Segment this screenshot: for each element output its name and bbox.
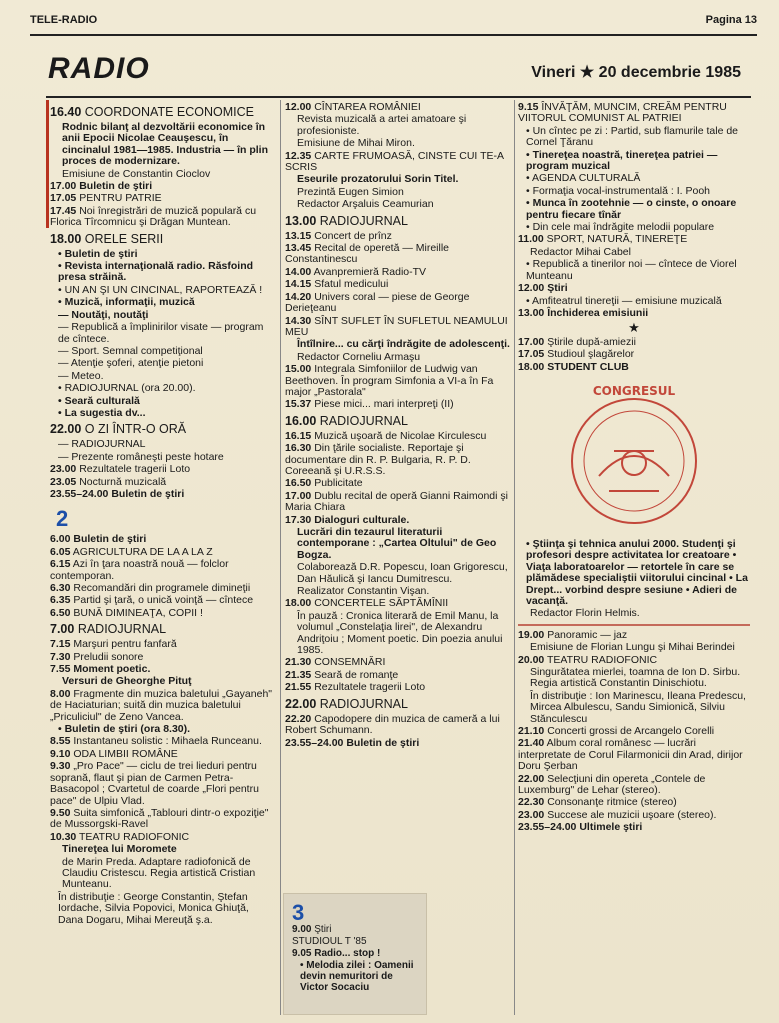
program-3-marker: 3 xyxy=(292,900,305,925)
program-entry xyxy=(518,337,750,348)
entry-time: 6.30 xyxy=(50,582,71,594)
section-label: TELE-RADIO xyxy=(30,14,98,26)
entry-detail: Redactor Mihai Cabel xyxy=(530,245,631,258)
entry-time: 12.35 xyxy=(285,149,312,162)
program-entry xyxy=(285,431,511,442)
entry-title: CARTE FRUMOASĂ, CINSTE CUI TE-A SCRIS xyxy=(285,149,504,174)
program-entry xyxy=(285,292,511,315)
entry-time: 13.00 xyxy=(285,213,317,228)
entry-time: 10.30 xyxy=(50,830,77,843)
entry-title: CÎNTAREA ROMÂNIEI xyxy=(311,101,421,113)
entry-detail: — RADIOJURNAL xyxy=(50,439,276,450)
entry-time: 21.40 xyxy=(518,737,545,750)
program-entry xyxy=(285,214,511,229)
entry-detail: — Meteo. xyxy=(50,371,276,382)
program-entry xyxy=(285,657,511,668)
entry-detail: • Ştiinţa şi tehnica anului 2000. Studenţi şi profesori despre activitatea lor creatoare • Viaţa laboratoarelor — retortele în care se plămădese specialiştii viitorului cincinal • La Drept... vorbind despre sesiune • Adieri de vacanţă. xyxy=(518,539,750,607)
program-1-afternoon-listing xyxy=(285,102,511,749)
entry-title: Nocturnă muzicală xyxy=(76,475,167,488)
entry-detail: Lucrări din tezaurul literaturii contemporane : „Cartea Oltului" de Geo Bogza. xyxy=(297,526,497,561)
program-entry xyxy=(50,652,276,663)
entry-time: 9.05 xyxy=(292,948,312,959)
entry-title: Dublu recital de operă Gianni Raimondi şi Maria Chiara xyxy=(285,489,508,514)
entry-time: 13.45 xyxy=(285,242,312,255)
page-header xyxy=(30,14,757,32)
entry-title: Studioul şlagărelor xyxy=(544,348,635,361)
entry-time: 6.35 xyxy=(50,594,71,607)
entry-title: Rezultatele tragerii Loto xyxy=(76,463,191,476)
entry-time: 12.00 xyxy=(518,282,545,295)
entry-time: 22.00 xyxy=(518,772,545,785)
entry-time: 22.30 xyxy=(518,796,545,809)
entry-detail: • Revista internaţională radio. Răsfoind presa străină. xyxy=(50,261,276,284)
entry-time: 16.15 xyxy=(285,429,312,442)
congress-seal xyxy=(559,381,709,531)
program-entry xyxy=(518,102,750,125)
program-entry xyxy=(50,736,276,747)
program-entry xyxy=(518,349,750,360)
entry-time: 17.45 xyxy=(50,204,77,217)
entry-time: 12.00 xyxy=(285,101,312,113)
entry-detail: • AGENDA CULTURALĂ xyxy=(518,173,750,184)
entry-title: TEATRU RADIOFONIC xyxy=(76,830,190,843)
entry-title: Moment poetic. xyxy=(70,663,151,676)
page-number: Pagina 13 xyxy=(705,14,757,26)
entry-detail: • Muzică, informaţii, muzică xyxy=(50,297,276,308)
red-divider xyxy=(518,624,750,626)
entry-time: 16.00 xyxy=(285,413,317,428)
entry-time: 17.05 xyxy=(518,348,545,361)
entry-time: 14.15 xyxy=(285,278,312,291)
program-3-listing xyxy=(292,924,420,994)
entry-detail: Emisiune de Mihai Miron. xyxy=(297,137,415,150)
program-entry xyxy=(50,595,276,606)
dateline: Vineri ★ 20 decembrie 1985 xyxy=(531,64,741,81)
entry-detail: • Republică a tinerilor noi — cîntece de Viorel Munteanu xyxy=(518,259,750,282)
entry-time: 21.10 xyxy=(518,725,545,738)
entry-title: Ştirile după-amiezii xyxy=(544,335,636,348)
entry-time: 22.00 xyxy=(50,422,82,437)
program-entry xyxy=(285,231,511,242)
entry-time: 22.00 xyxy=(285,696,317,711)
program-entry xyxy=(285,151,511,174)
entry-title: PENTRU PATRIE xyxy=(76,192,162,205)
entry-detail: • UN AN ŞI UN CINCINAL, RAPORTEAZĂ ! xyxy=(50,285,276,296)
entry-detail: • Melodia zilei : Oamenii devin nemuritori de Victor Socaciu xyxy=(292,960,420,993)
program-entry xyxy=(518,655,750,666)
title-rule xyxy=(46,96,751,98)
entry-detail: • Buletin de ştiri xyxy=(50,249,276,260)
entry-time: 9.30 xyxy=(50,760,71,773)
entry-time: 16.50 xyxy=(285,477,312,490)
entry-time: 9.15 xyxy=(518,101,539,113)
entry-title: Recital de operetă — Mireille Constantinescu xyxy=(285,242,450,266)
entry-title: „Pro Pace" — ciclu de trei lieduri pentru soprană, flaut şi pian de Carmen Petra-Basacopol ; Cvartetul de coarde „Flori pentru pace" de Ulpiu Vlad. xyxy=(50,760,259,807)
header-rule xyxy=(30,34,757,36)
entry-time: 13.15 xyxy=(285,229,312,242)
entry-time: 17.00 xyxy=(50,180,77,193)
entry-time: 18.00 xyxy=(518,360,545,373)
program-entry xyxy=(285,491,511,514)
entry-title: Închiderea emisiunii xyxy=(544,306,649,319)
program-entry xyxy=(518,234,750,245)
entry-time: 17.30 xyxy=(285,513,312,526)
program-entry xyxy=(518,283,750,294)
entry-time: 23.55–24.00 xyxy=(285,736,344,749)
program-entry xyxy=(50,622,276,637)
program-entry xyxy=(518,308,750,319)
entry-title: RADIOJURNAL xyxy=(316,213,408,228)
entry-detail: de Marin Preda. Adaptare radiofonică de Claudiu Cristescu. Regia artistică Cristian Munteanu. xyxy=(62,855,256,891)
entry-title: ORELE SERII xyxy=(81,231,164,246)
entry-time: 21.30 xyxy=(285,656,312,669)
program-entry xyxy=(50,832,276,843)
entry-title: CONSEMNĂRI xyxy=(311,656,386,669)
entry-title: Album coral românesc — lucrări interpretate de Corul Filarmonicii din Arad, dirijor Doru Şerban xyxy=(518,737,743,773)
entry-title: Muzică uşoară de Nicolae Kirculescu xyxy=(311,429,487,442)
entry-detail: Rodnic bilanţ al dezvoltării economice în anii Epocii Nicolae Ceauşescu, în cincinalul 1981—1985. Industria — în plin proces de modernizare. xyxy=(62,121,268,168)
program-entry xyxy=(518,362,750,373)
entry-time: 23.55–24.00 xyxy=(518,821,577,834)
program-entry xyxy=(50,559,276,582)
program-2-marker: 2 xyxy=(56,506,69,532)
entry-time: 15.37 xyxy=(285,398,312,411)
entry-detail: • Seară culturală xyxy=(50,396,276,407)
entry-time: 8.55 xyxy=(50,735,71,748)
entry-title: Seară de romanţe xyxy=(311,668,399,681)
entry-time: 6.50 xyxy=(50,606,71,619)
entry-detail: Redactor Corneliu Armaşu xyxy=(297,350,421,363)
entry-title: COORDONATE ECONOMICE xyxy=(81,105,254,119)
program-entry xyxy=(50,464,276,475)
entry-time: 23.00 xyxy=(50,463,77,476)
program-entry xyxy=(518,726,750,737)
entry-detail: — Republică a împlinirilor visate — program de cîntece. xyxy=(50,322,276,345)
program-entry xyxy=(50,181,276,192)
entry-time: 14.20 xyxy=(285,290,312,303)
program-entry xyxy=(285,279,511,290)
entry-title: Radio... stop ! xyxy=(311,948,381,959)
entry-time: 7.30 xyxy=(50,650,71,663)
entry-title: ODA LIMBII ROMÂNE xyxy=(70,747,178,760)
program-entry xyxy=(50,639,276,650)
entry-time: 7.00 xyxy=(50,622,75,637)
entry-title: Univers coral — piese de George Derieţeanu xyxy=(285,290,470,315)
entry-detail: Emisiune de Florian Lungu şi Mihai Berindei xyxy=(530,641,735,654)
entry-time: 11.00 xyxy=(518,233,544,246)
entry-detail: • Amfiteatrul tinereţii — emisiune muzicală xyxy=(518,296,750,307)
entry-time: 9.10 xyxy=(50,747,71,760)
entry-detail: Întîlnire... cu cărţi îndrăgite de adolescenţi. xyxy=(297,338,510,351)
program-entry xyxy=(50,749,276,760)
entry-time: 15.00 xyxy=(285,363,312,376)
program-entry xyxy=(50,534,276,545)
entry-detail: • Din cele mai îndrăgite melodii populare xyxy=(518,222,750,233)
program-entry xyxy=(50,808,276,831)
program-entry xyxy=(285,243,511,266)
entry-detail: • La sugestia dv... xyxy=(50,408,276,419)
entry-detail: — Prezente româneşti peste hotare xyxy=(50,452,276,463)
program-entry xyxy=(285,697,511,712)
entry-title: Ştiri xyxy=(311,924,332,935)
entry-detail: • Tinereţea noastră, tinereţea patriei — program muzical xyxy=(518,150,750,173)
program-entry xyxy=(50,206,276,229)
program-entry xyxy=(518,797,750,808)
entry-detail: Colaborează D.R. Popescu, Ioan Grigorescu, Dan Hăulică şi Iancu Dumitrescu. xyxy=(297,561,508,585)
program-entry xyxy=(50,105,276,120)
seal-lettering: CONGRESUL xyxy=(592,383,676,398)
program-entry xyxy=(285,443,511,477)
entry-time: 9.00 xyxy=(292,924,312,935)
entry-time: 23.00 xyxy=(518,808,545,821)
program-3-photo xyxy=(283,893,427,1015)
entry-detail: • RADIOJURNAL (ora 20.00). xyxy=(50,383,276,394)
program-entry xyxy=(285,478,511,489)
entry-title: Concert de prînz xyxy=(311,229,392,242)
entry-detail: — Noutăţi, noutăţi xyxy=(50,310,276,321)
program-entry xyxy=(50,664,276,675)
program-entry xyxy=(50,489,276,500)
entry-title: ÎNVĂŢĂM, MUNCIM, CREĂM PENTRU VIITORUL COMUNIST AL PATRIEI xyxy=(518,101,727,125)
entry-detail: Redactor Arşaluis Ceamurian xyxy=(297,198,434,211)
program-entry xyxy=(285,364,511,398)
entry-time: 7.55 xyxy=(50,663,71,676)
entry-title: AGRICULTURA DE LA A LA Z xyxy=(70,545,213,558)
entry-title: Ştiri xyxy=(544,282,568,295)
entry-title: SPORT, NATURĂ, TINEREŢE xyxy=(543,233,688,246)
program-entry xyxy=(50,193,276,204)
entry-title: Buletin de ştiri xyxy=(108,487,185,500)
entry-title: Fragmente din muzica baletului „Gayaneh" de Haciaturian; suită din muzica baletului „Priculiciul" de Zeno Vancea. xyxy=(50,687,273,723)
star-separator: ★ xyxy=(628,320,640,336)
entry-time: 14.30 xyxy=(285,314,312,327)
entry-time: 23.55–24.00 xyxy=(50,487,109,500)
program-entry xyxy=(518,738,750,772)
program-entry xyxy=(50,422,276,437)
entry-title: Consonanţe ritmice (stereo) xyxy=(544,796,677,809)
entry-title: Recomandări din programele dimineţii xyxy=(70,582,251,594)
program-entry xyxy=(50,608,276,619)
entry-title: Partid şi ţară, o unică voinţă — cîntece xyxy=(70,594,254,607)
entry-time: 21.55 xyxy=(285,681,312,694)
entry-title: Buletin de ştiri xyxy=(76,180,153,193)
entry-title: Sfatul medicului xyxy=(311,278,389,291)
entry-title: Integrala Simfoniilor de Ludwig van Beethoven. În program Simfonia a VI-a în Fa major „Pastorala" xyxy=(285,363,494,398)
entry-detail: Realizator Constantin Vişan. xyxy=(297,585,430,598)
entry-title: RADIOJURNAL xyxy=(316,413,408,428)
column-program-3 xyxy=(518,102,750,835)
entry-title: BUNĂ DIMINEAŢA, COPII ! xyxy=(70,606,203,619)
entry-title: Noi înregistrări de muzică populară cu Florica Tîrcomnicu şi Drăgan Muntean. xyxy=(50,204,257,229)
entry-title: Succese ale muzicii uşoare (stereo). xyxy=(544,808,717,821)
program-entry xyxy=(50,477,276,488)
entry-title: Ultimele ştiri xyxy=(576,821,643,834)
entry-title: Preludii sonore xyxy=(70,650,144,663)
program-entry xyxy=(285,598,511,609)
entry-title: CONCERTELE SĂPTĂMÎNII xyxy=(311,597,449,610)
entry-title: Rezultatele tragerii Loto xyxy=(311,681,426,694)
entry-title: Instantaneu solistic : Mihaela Runceanu. xyxy=(70,735,262,748)
red-accent-bar xyxy=(46,100,49,228)
entry-detail: STUDIOUL T '85 xyxy=(292,936,367,947)
entry-detail: — Sport. Semnal competiţional xyxy=(50,346,276,357)
program-entry xyxy=(50,761,276,807)
entry-time: 17.00 xyxy=(518,335,545,348)
entry-title: Marşuri pentru fanfară xyxy=(70,638,177,651)
program-3-listing-cont xyxy=(518,102,750,834)
program-entry xyxy=(292,948,420,959)
entry-detail: Prezintă Eugen Simion xyxy=(297,185,404,198)
column-divider-1 xyxy=(280,100,281,1015)
program-entry xyxy=(285,399,511,410)
program-entry xyxy=(518,774,750,797)
program-2-listing xyxy=(50,534,276,926)
program-entry xyxy=(285,515,511,526)
entry-time: 6.05 xyxy=(50,545,71,558)
entry-detail: Eseurile prozatorului Sorin Titel. xyxy=(297,173,459,186)
entry-title: RADIOJURNAL xyxy=(74,622,167,637)
entry-time: 21.35 xyxy=(285,668,312,681)
program-entry xyxy=(518,630,750,641)
entry-time: 16.30 xyxy=(285,442,312,455)
page-title: RADIO xyxy=(48,52,150,85)
entry-title: Selecţiuni din opereta „Contele de Luxemburg" de Lehar (stereo). xyxy=(518,772,706,797)
entry-title: Suita simfonică „Tablouri dintr-o expoziţie" de Mussorgski-Ravel xyxy=(50,806,269,831)
program-entry xyxy=(285,738,511,749)
entry-time: 22.20 xyxy=(285,712,312,725)
entry-detail: • Formaţia vocal-instrumentală : I. Pooh xyxy=(518,186,750,197)
entry-time: 8.00 xyxy=(50,687,71,700)
program-entry xyxy=(50,547,276,558)
entry-time: 6.15 xyxy=(50,558,71,571)
entry-title: Panoramic — jaz xyxy=(544,628,628,641)
entry-title: TEATRU RADIOFONIC xyxy=(544,653,658,666)
entry-title: O ZI ÎNTR-O ORĂ xyxy=(81,422,187,437)
entry-time: 19.00 xyxy=(518,628,545,641)
program-entry xyxy=(518,822,750,833)
entry-title: Buletin de ştiri xyxy=(343,736,420,749)
program-entry xyxy=(285,670,511,681)
entry-time: 17.00 xyxy=(285,489,312,502)
program-entry xyxy=(50,689,276,723)
entry-time: 23.05 xyxy=(50,475,77,488)
entry-title: STUDENT CLUB xyxy=(544,360,629,373)
entry-time: 18.00 xyxy=(285,597,312,610)
entry-time: 20.00 xyxy=(518,653,545,666)
program-entry xyxy=(50,583,276,594)
entry-time: 18.00 xyxy=(50,231,82,246)
program-entry xyxy=(285,316,511,339)
program-entry xyxy=(285,414,511,429)
entry-title: SÎNT SUFLET ÎN SUFLETUL NEAMULUI MEU xyxy=(285,314,508,338)
entry-detail: Redactor Florin Helmis. xyxy=(530,607,640,620)
entry-detail: • Un cîntec pe zi : Partid, sub flamurile tale de Cornel Ţăranu xyxy=(518,126,750,149)
column-divider-2 xyxy=(514,100,515,1015)
program-entry xyxy=(285,267,511,278)
entry-title: Concerti grossi de Arcangelo Corelli xyxy=(544,725,715,738)
entry-time: 14.00 xyxy=(285,265,312,278)
entry-time: 17.05 xyxy=(50,192,77,205)
entry-title: Publicitate xyxy=(311,477,363,490)
program-entry xyxy=(285,102,511,113)
entry-detail: Singurătatea mierlei, toamna de Ion D. Sirbu. Regia artistică Constantin Dinischiotu. xyxy=(530,666,741,690)
entry-detail: În pauză : Cronica literară de Emil Manu, la volumul „Constelaţia lirei", de Alexandru Andriţoiu ; Moment poetic. Din poezia anului 1985. xyxy=(297,609,503,657)
entry-detail: Versuri de Gheorghe Pituţ xyxy=(62,675,192,688)
program-entry xyxy=(50,232,276,247)
program-1-listing xyxy=(50,105,276,500)
entry-detail: În distribuţie : Ion Marinescu, Ileana Predescu, Mircea Albulescu, Sandu Simionică, Silviu Stănculescu xyxy=(530,689,746,725)
entry-time: 7.15 xyxy=(50,638,71,651)
program-entry xyxy=(285,682,511,693)
entry-title: RADIOJURNAL xyxy=(316,696,408,711)
entry-detail: Emisiune de Constantin Cioclov xyxy=(62,167,211,180)
entry-title: Dialoguri culturale. xyxy=(311,513,410,526)
entry-detail: • Munca în zootehnie — o cinste, o onoare pentru fiecare tînăr xyxy=(518,198,750,221)
entry-title: Capodopere din muzica de cameră a lui Robert Schumann. xyxy=(285,712,500,737)
column-program-1-cont xyxy=(285,102,511,750)
entry-title: Buletin de ştiri xyxy=(70,533,147,546)
entry-detail: — Atenţie şoferi, atenţie pietoni xyxy=(50,358,276,369)
entry-detail: În distribuţie : George Constantin, Ştefan Iordache, Silvia Popovici, Monica Ghiuţă, Dana Dogaru, Mihai Mereuţă ş.a. xyxy=(58,890,249,926)
entry-time: 13.00 xyxy=(518,306,545,319)
title-row xyxy=(48,52,749,92)
entry-detail: Tinereţea lui Moromete xyxy=(62,843,177,856)
entry-detail: Revista muzicală a artei amatoare şi profesioniste. xyxy=(297,113,467,137)
entry-time: 9.50 xyxy=(50,806,71,819)
entry-time: 6.00 xyxy=(50,533,71,546)
entry-title: Avanpremieră Radio-TV xyxy=(311,265,427,278)
column-program-1 xyxy=(50,102,276,927)
entry-time: 16.40 xyxy=(50,105,82,119)
entry-title: Azi în ţara noastră nouă — folclor contemporan. xyxy=(50,558,229,582)
entry-title: Piese mici... mari interpreţi (II) xyxy=(311,398,454,411)
program-entry xyxy=(518,810,750,821)
entry-detail: • Buletin de ştiri (ora 8.30). xyxy=(50,724,276,735)
entry-title: Din ţările socialiste. Reportaje şi documentare din R. P. Bulgaria, R. P. D. Coreeană şi U.R.S.S. xyxy=(285,442,471,477)
program-entry xyxy=(285,714,511,737)
program-entry xyxy=(292,924,420,935)
